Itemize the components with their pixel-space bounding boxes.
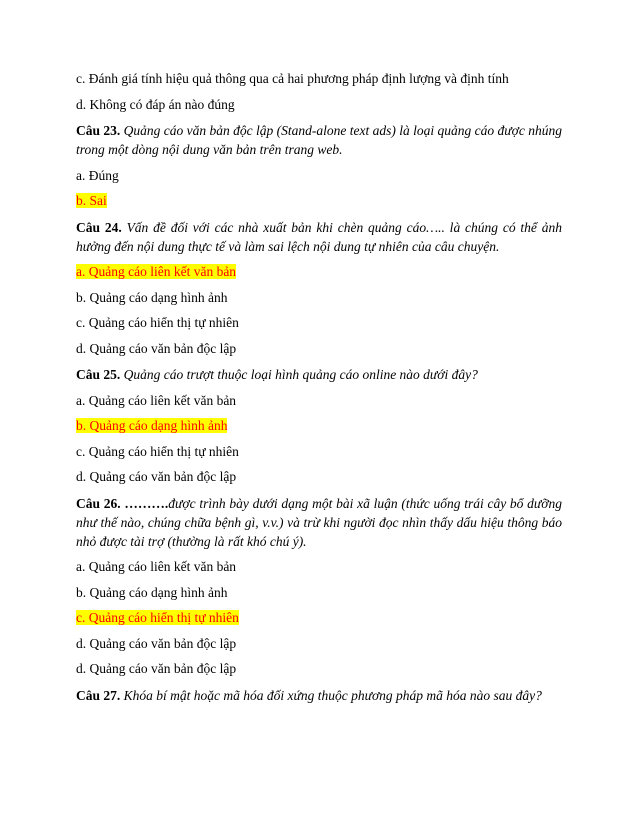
q26-option-b: b. Quảng cáo dạng hình ảnh xyxy=(76,584,228,600)
option-d-prev: d. Không có đáp án nào đúng xyxy=(76,96,235,112)
question-24 xyxy=(76,218,562,256)
q25-option-d: d. Quảng cáo văn bản độc lập xyxy=(76,469,237,484)
q24-option-b: b. Quảng cáo dạng hình ảnh xyxy=(76,289,228,305)
q26-option-d: d. Quảng cáo văn bản độc lập xyxy=(76,635,237,651)
q25-option-b xyxy=(76,417,562,435)
question-23 xyxy=(76,121,562,159)
question-23-number: Câu 23. xyxy=(76,123,121,138)
q23-option-b xyxy=(76,192,562,210)
question-27-number: Câu 27. xyxy=(76,687,121,703)
question-26-number: Câu 26. ………. xyxy=(76,495,169,511)
q23-option-a xyxy=(76,167,562,185)
question-27 xyxy=(76,686,562,705)
q23-option-b-answer: b. Sai xyxy=(76,193,107,208)
question-25 xyxy=(76,365,562,384)
question-27-text: Khóa bí mật hoặc mã hóa đối xứng thuộc phương pháp mã hóa nào sau đây? xyxy=(123,687,542,703)
q24-option-c: c. Quảng cáo hiển thị tự nhiên xyxy=(76,315,239,330)
option-c-prev: c. Đánh giá tính hiệu quả thông qua cả hai phương pháp định lượng và định tính xyxy=(76,71,509,86)
q26-option-d-duplicate: d. Quảng cáo văn bản độc lập xyxy=(76,661,237,676)
document-page xyxy=(76,70,562,712)
q24-option-d: d. Quảng cáo văn bản độc lập xyxy=(76,340,237,356)
question-26-text: được trình bày dưới dạng một bài xã luận (thức uống trái cây bổ dưỡng như thế nào, chúng chữa bệnh gì, v.v.) và trừ khi người đọc nhìn thấy dấu hiệu thông báo nhỏ được tài trợ (thường là rất khó chú ý). xyxy=(76,495,563,549)
question-24-text: Vấn đề đối với các nhà xuất bản khi chèn quảng cáo….. là chúng có thể ảnh hưởng đến nội dung thực tế và làm sai lệch nội dung tự nhiên của câu chuyện. xyxy=(76,219,562,254)
q26-option-a: a. Quảng cáo liên kết văn bản xyxy=(76,559,237,574)
q26-option-c-answer: c. Quảng cáo hiển thị tự nhiên xyxy=(76,610,239,625)
q24-option-a-answer: a. Quảng cáo liên kết văn bản xyxy=(76,264,237,279)
question-26 xyxy=(76,494,562,551)
question-24-number: Câu 24. xyxy=(76,219,122,235)
q26-option-c xyxy=(76,609,562,627)
q24-option-a xyxy=(76,263,562,281)
q23-option-a-text: a. Đúng xyxy=(76,167,119,183)
question-25-text: Quảng cáo trượt thuộc loại hình quảng cáo online nào dưới đây? xyxy=(123,367,478,382)
question-23-text: Quảng cáo văn bản độc lập (Stand-alone text ads) là loại quảng cáo được nhúng trong một dòng nội dung văn bản trên trang web. xyxy=(76,123,563,157)
question-25-number: Câu 25. xyxy=(76,367,121,382)
q25-option-b-answer: b. Quảng cáo dạng hình ảnh xyxy=(76,418,228,433)
q25-option-c: c. Quảng cáo hiển thị tự nhiên xyxy=(76,443,239,459)
q25-option-a: a. Quảng cáo liên kết văn bản xyxy=(76,392,237,408)
